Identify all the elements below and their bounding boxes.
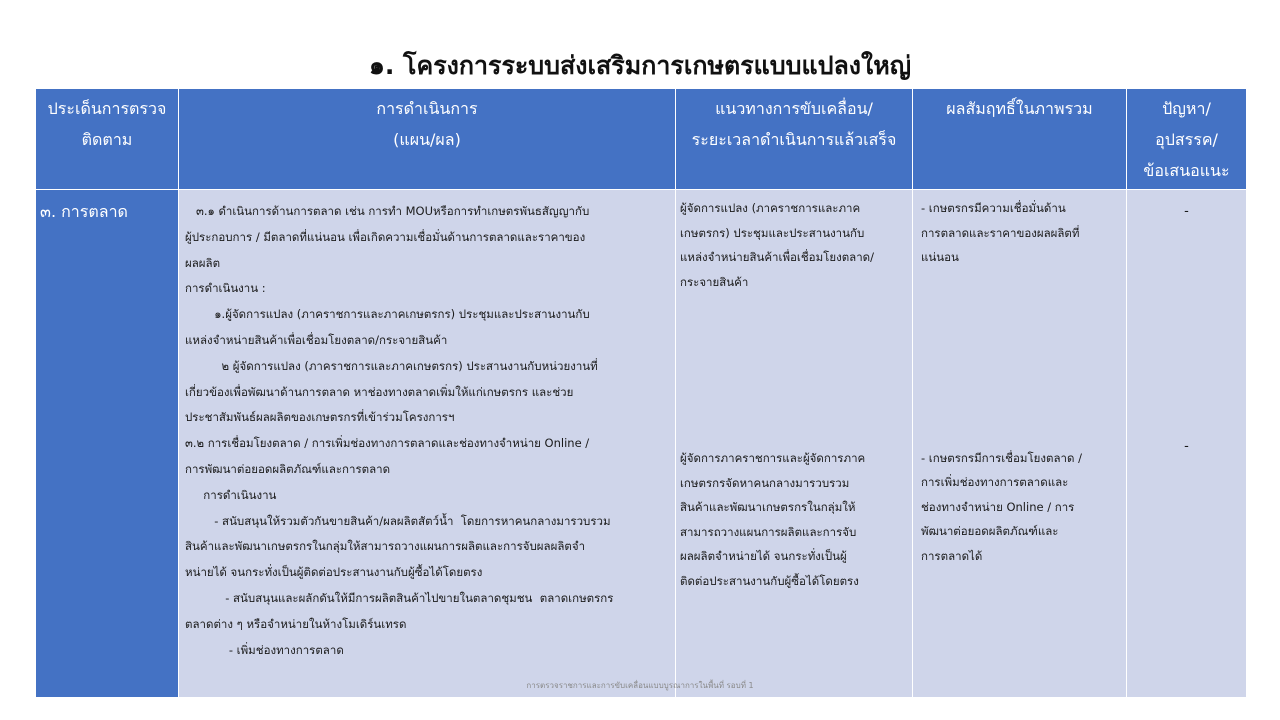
page-title: ๑. โครงการระบบส่งเสริมการเกษตรแบบแปลงใหญ่	[368, 51, 911, 80]
problems-cell	[1127, 190, 1247, 698]
header-problems: ปัญหา/ อุปสรรค/ ข้อเสนอแนะ	[1127, 89, 1247, 190]
problem-dash-2: -	[1184, 439, 1189, 454]
results-cell	[913, 190, 1127, 698]
result-block-1: - เกษตรกรมีความเชื่อมั่นด้าน การตลาดและราคาของผลผลิตที่ แน่นอน	[921, 201, 1080, 264]
topic-label: ๓. การตลาด	[40, 202, 128, 221]
result-block-2: - เกษตรกรมีการเชื่อมโยงตลาด / การเพิ่มช่องทางการตลาดและ ช่องทางจำหน่าย Online / การ พัฒนาต่อยอดผลิตภัณฑ์และ การตลาดได้	[921, 450, 1082, 563]
table-header-row	[36, 89, 1247, 190]
header-operations: การดำเนินการ (แผน/ผล)	[179, 89, 676, 190]
operations-text: ๓.๑ ดำเนินการด้านการตลาด เช่น การทำ MOUหรือการทำเกษตรพันธสัญญากับ ผู้ประกอบการ / มีตลาดที่แน่นอน เพื่อเกิดความเชื่อมั่นด้านการตลาดและราคาของ ผลผลิต การดำเนินงาน : ๑.ผู้จัดการแปลง (ภาคราชการและภาคเกษตรกร) ประชุมและประสานงานกับ แหล่งจำหน่ายสินค้าเพื่อเชื่อมโยงตลาด/กระจายสินค้า ๒ ผู้จัดการแปลง (ภาคราชการและภาคเกษตรกร) ประสานงานกับหน่วยงานที่ เกี่ยวข้องเพื่อพัฒนาด้านการตลาด หาช่องทางตลาดเพิ่มให้แก่เกษตรกร และช่วย ประชาสัมพันธ์ผลผลิตของเกษตรกรที่เข้าร่วมโครงการฯ ๓.๒ การเชื่อมโยงตลาด / การเพิ่มช่องทางการตลาดและช่องทางจำหน่าย Online / การพัฒนาต่อยอดผลิตภัณฑ์และการตลาด การดำเนินงาน - สนับสนุนให้รวมตัวกันขายสินค้า/ผลผลิตสัตว์น้ำ โดยการหาคนกลางมารวบรวม สินค้าและพัฒนาเกษตรกรในกลุ่มให้สามารถวางแผนการผลิตและการจับผลผลิตจำ หน่ายได้ จนกระทั่งเป็นผู้ติดต่อประสานงานกับผู้ซื้อได้โดยตรง - สนับสนุนและผลักดันให้มีการผลิตสินค้าไปขายในตลาดชุมชน ตลาดเกษตรกร ตลาดต่าง ๆ หรือจำหน่ายในห้างโมเดิร์นเทรด - เพิ่มช่องทางการตลาด	[185, 204, 614, 657]
header-topic: ประเด็นการตรวจ ติดตาม	[36, 89, 179, 190]
header-results: ผลสัมฤทธิ์ในภาพรวม	[913, 89, 1127, 190]
topic-cell	[36, 190, 179, 698]
monitoring-table	[35, 88, 1247, 698]
header-guidelines: แนวทางการขับเคลื่อน/ ระยะเวลาดำเนินการแล้วเสร็จ	[676, 89, 913, 190]
table-row	[36, 190, 1247, 698]
guideline-block-2: ผู้จัดการภาคราชการและผู้จัดการภาค เกษตรกรจัดหาคนกลางมารวบรวม สินค้าและพัฒนาเกษตรกรในกลุ่มให้ สามารถวางแผนการผลิตและการจับ ผลผลิตจำหน่ายได้ จนกระทั่งเป็นผู้ ติดต่อประสานงานกับผู้ซื้อได้โดยตรง	[680, 451, 866, 588]
problem-dash-1: -	[1184, 204, 1189, 219]
operations-cell	[179, 190, 676, 698]
footer-caption: การตรวจราชการและการขับเคลื่อนแบบบูรณาการในพื้นที่ รอบที่ 1	[526, 681, 754, 690]
guidelines-cell	[676, 190, 913, 698]
guideline-block-1: ผู้จัดการแปลง (ภาคราชการและภาค เกษตรกร) ประชุมและประสานงานกับ แหล่งจำหน่ายสินค้าเพื่อเชื่อมโยงตลาด/ กระจายสินค้า	[680, 201, 875, 289]
